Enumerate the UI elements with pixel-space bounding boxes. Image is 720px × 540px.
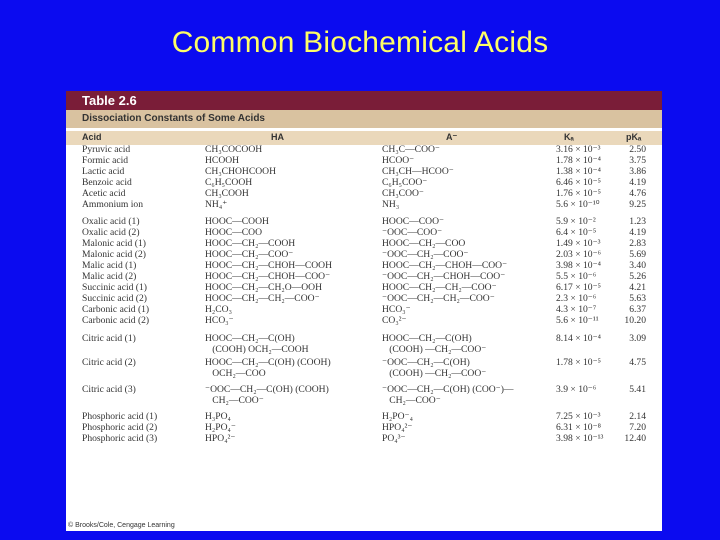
column-header-ha: HA [271,132,284,142]
cell-pka: 3.09 [629,333,646,344]
cell-conjugate-base: ⁻OOC—CH₂—COO⁻ [382,249,469,260]
cell-pka: 3.75 [629,155,646,166]
cell-ha: CH₂—COO⁻ [205,395,264,406]
cell-ka: 3.98 × 10⁻⁴ [556,260,601,271]
cell-ha: H₂PO₄⁻ [205,422,236,433]
column-header-ka: Kₐ [564,132,574,142]
cell-pka: 2.50 [629,144,646,155]
cell-acid: Oxalic acid (1) [82,216,140,227]
cell-acid: Succinic acid (1) [82,282,147,293]
cell-pka: 1.23 [629,216,646,227]
cell-conjugate-base: ⁻OOC—CH₂—C(OH) [382,357,470,368]
cell-ha: C₆H₅COOH [205,177,253,188]
cell-ka: 8.14 × 10⁻⁴ [556,333,601,344]
table-caption: Dissociation Constants of Some Acids [66,110,662,129]
cell-pka: 4.19 [629,227,646,238]
cell-ha: HOOC—CH₂—COO⁻ [205,249,294,260]
cell-conjugate-base: ⁻OOC—CH₂—CH₂—COO⁻ [382,293,495,304]
cell-pka: 6.37 [629,304,646,315]
cell-ha: HOOC—COO [205,227,263,238]
cell-conjugate-base: (COOH) —CH₂—COO⁻ [382,368,487,379]
cell-acid: Carbonic acid (1) [82,304,150,315]
cell-ha: (COOH) OCH₂—COOH [205,344,309,355]
cell-acid: Succinic acid (2) [82,293,147,304]
cell-ka: 2.03 × 10⁻⁶ [556,249,601,260]
cell-ha: HOOC—CH₂—CHOH—COO⁻ [205,271,331,282]
cell-ha: CH₃CHOHCOOH [205,166,277,177]
cell-conjugate-base: ⁻OOC—CH₂—C(OH) (COO⁻)— [382,384,514,395]
cell-pka: 9.25 [629,199,646,210]
cell-pka: 4.75 [629,357,646,368]
cell-conjugate-base: HPO₄²⁻ [382,422,413,433]
cell-ha: OCH₂—COO [205,368,266,379]
cell-pka: 5.69 [629,249,646,260]
cell-conjugate-base: CH₃COO⁻ [382,188,424,199]
cell-ha: HOOC—CH₂—C(OH) (COOH) [205,357,331,368]
cell-acid: Ammonium ion [82,199,144,210]
cell-ha: CH₃COOH [205,188,249,199]
cell-conjugate-base: HCOO⁻ [382,155,415,166]
slide-title: Common Biochemical Acids [171,26,549,59]
column-header-a: A⁻ [446,132,458,142]
cell-conjugate-base: HOOC—CH₂—COO [382,238,466,249]
cell-ha: HOOC—CH₂—CH₂O—OOH [205,282,323,293]
cell-pka: 2.14 [629,411,646,422]
cell-pka: 10.20 [624,315,646,326]
cell-conjugate-base: NH₃ [382,199,400,210]
cell-ka: 6.46 × 10⁻⁵ [556,177,601,188]
cell-ka: 5.9 × 10⁻² [556,216,596,227]
cell-conjugate-base: CH₃C—COO⁻ [382,144,440,155]
dissociation-constants-table [66,91,662,531]
cell-ha: ⁻OOC—CH₂—C(OH) (COOH) [205,384,329,395]
cell-conjugate-base: HOOC—COO⁻ [382,216,445,227]
cell-ka: 6.17 × 10⁻⁵ [556,282,601,293]
table-number-label: Table 2.6 [66,91,662,110]
column-header-pka: pKₐ [626,132,642,142]
column-header-row [66,129,662,145]
cell-ha: HOOC—CH₂—COOH [205,238,296,249]
cell-acid: Citric acid (1) [82,333,136,344]
cell-conjugate-base: CH₃CH—HCOO⁻ [382,166,454,177]
cell-pka: 12.40 [624,433,646,444]
cell-ka: 3.16 × 10⁻³ [556,144,601,155]
cell-conjugate-base: HOOC—CH₂—C(OH) [382,333,472,344]
cell-acid: Phosphoric acid (1) [82,411,158,422]
cell-ha: HOOC—CH₂—C(OH) [205,333,295,344]
cell-ha: HOOC—CH₂—CHOH—COOH [205,260,333,271]
cell-ha: HOOC—COOH [205,216,269,227]
cell-ha: CH₃COCOOH [205,144,263,155]
cell-ha: HCOOH [205,155,240,166]
cell-acid: Benzoic acid [82,177,132,188]
cell-conjugate-base: ⁻OOC—COO⁻ [382,227,443,238]
cell-ha: H₂CO₃ [205,304,232,315]
cell-acid: Acetic acid [82,188,126,199]
cell-acid: Phosphoric acid (3) [82,433,158,444]
cell-ha: HPO₄²⁻ [205,433,236,444]
cell-ka: 2.3 × 10⁻⁶ [556,293,597,304]
cell-ha: HCO₃⁻ [205,315,234,326]
cell-acid: Formic acid [82,155,129,166]
cell-acid: Malonic acid (1) [82,238,146,249]
cell-conjugate-base: HOOC—CH₂—CHOH—COO⁻ [382,260,508,271]
cell-acid: Lactic acid [82,166,125,177]
cell-ka: 7.25 × 10⁻³ [556,411,601,422]
cell-acid: Pyruvic acid [82,144,131,155]
cell-conjugate-base: CH₂—COO⁻ [382,395,441,406]
cell-acid: Carbonic acid (2) [82,315,150,326]
cell-ka: 1.78 × 10⁻⁴ [556,155,601,166]
cell-ka: 1.38 × 10⁻⁴ [556,166,601,177]
cell-pka: 4.19 [629,177,646,188]
cell-conjugate-base: CO₃²⁻ [382,315,407,326]
cell-ka: 5.5 × 10⁻⁶ [556,271,597,282]
cell-pka: 2.83 [629,238,646,249]
cell-pka: 3.40 [629,260,646,271]
cell-ka: 1.78 × 10⁻⁵ [556,357,601,368]
cell-acid: Citric acid (3) [82,384,136,395]
cell-ka: 6.4 × 10⁻⁵ [556,227,597,238]
cell-acid: Oxalic acid (2) [82,227,140,238]
cell-conjugate-base: (COOH) —CH₂—COO⁻ [382,344,487,355]
cell-pka: 4.21 [629,282,646,293]
cell-ha: H₃PO₄ [205,411,231,422]
cell-ka: 5.6 × 10⁻¹¹ [556,315,599,326]
cell-ka: 1.49 × 10⁻³ [556,238,601,249]
copyright-footer: © Brooks/Cole, Cengage Learning [68,522,175,529]
cell-ka: 1.76 × 10⁻⁵ [556,188,601,199]
cell-conjugate-base: PO₄³⁻ [382,433,406,444]
cell-ha: NH₄⁺ [205,199,228,210]
cell-pka: 5.41 [629,384,646,395]
cell-ka: 5.6 × 10⁻¹⁰ [556,199,600,210]
cell-conjugate-base: HCO₃⁻ [382,304,411,315]
cell-pka: 3.86 [629,166,646,177]
cell-pka: 5.26 [629,271,646,282]
cell-conjugate-base: ⁻OOC—CH₂—CHOH—COO⁻ [382,271,506,282]
cell-ka: 4.3 × 10⁻⁷ [556,304,597,315]
cell-ka: 3.98 × 10⁻¹³ [556,433,604,444]
cell-pka: 5.63 [629,293,646,304]
cell-ka: 3.9 × 10⁻⁶ [556,384,597,395]
cell-acid: Malic acid (2) [82,271,137,282]
cell-acid: Citric acid (2) [82,357,136,368]
cell-pka: 7.20 [629,422,646,433]
column-header-acid: Acid [82,132,102,142]
cell-conjugate-base: HOOC—CH₂—CH₂—COO⁻ [382,282,497,293]
cell-ka: 6.31 × 10⁻⁸ [556,422,601,433]
cell-acid: Malonic acid (2) [82,249,146,260]
cell-acid: Malic acid (1) [82,260,137,271]
cell-pka: 4.76 [629,188,646,199]
cell-conjugate-base: C₆H₅COO⁻ [382,177,428,188]
cell-ha: HOOC—CH₂—CH₂—COO⁻ [205,293,320,304]
cell-conjugate-base: H₂PO⁻₄ [382,411,413,422]
cell-acid: Phosphoric acid (2) [82,422,158,433]
